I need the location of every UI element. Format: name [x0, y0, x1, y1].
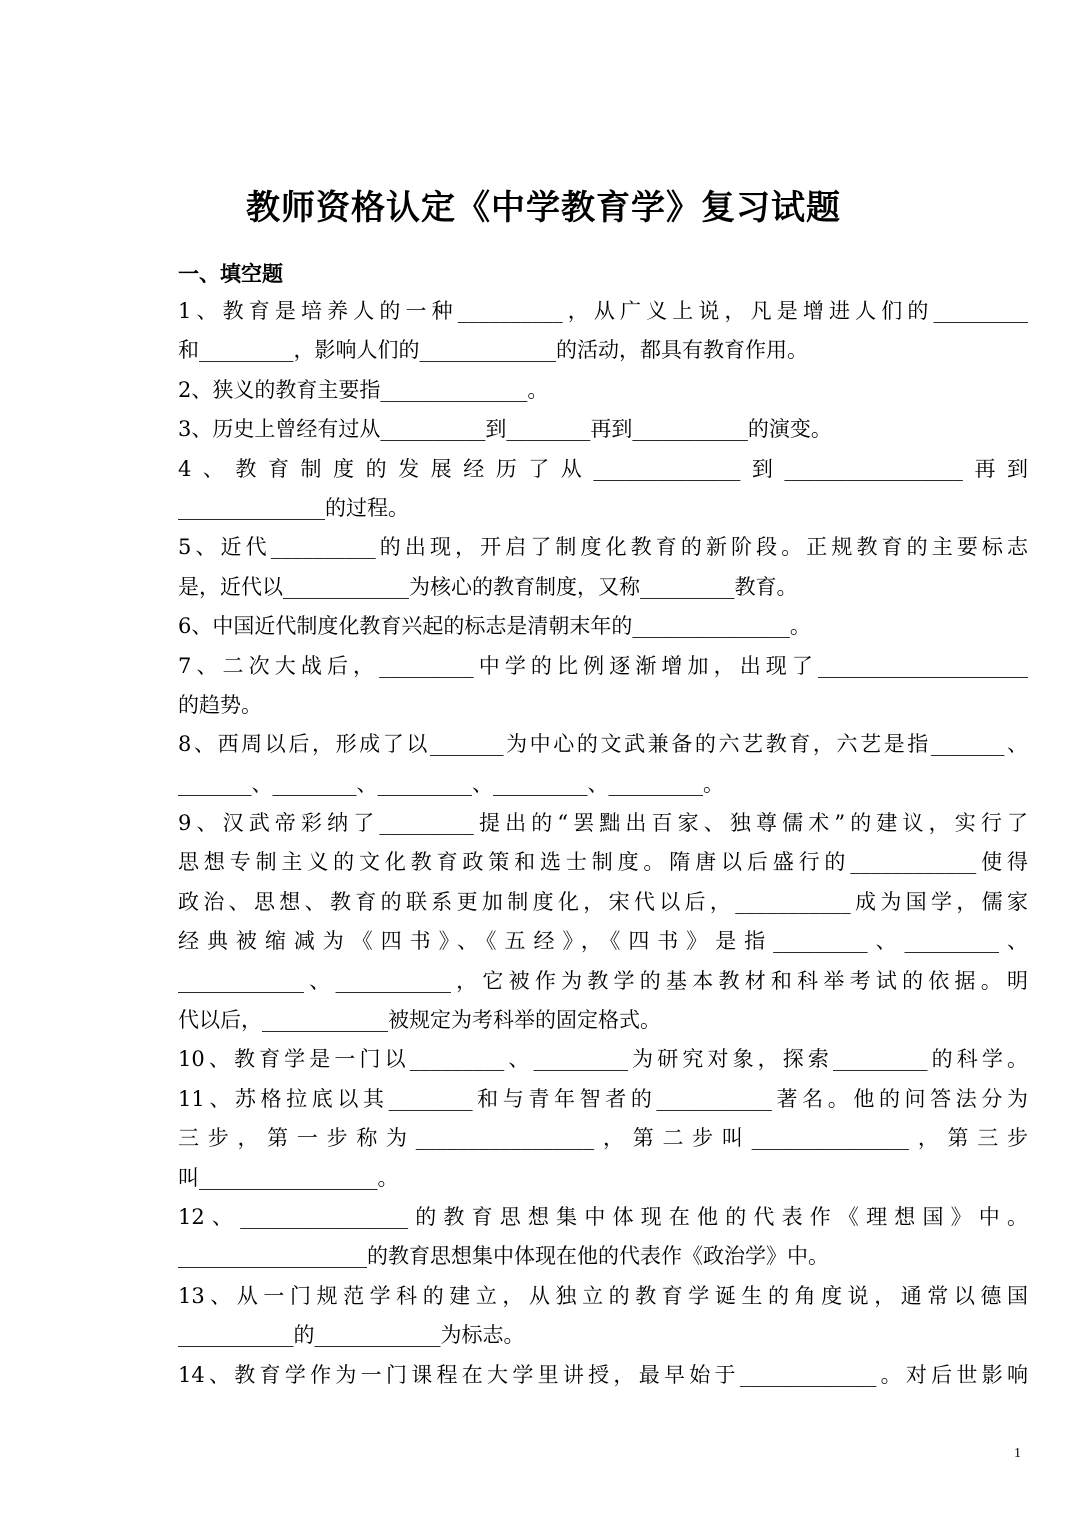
document-title: 教师资格认定《中学教育学》复习试题 — [246, 188, 841, 228]
text-line: 14、教育学作为一门课程在大学里讲授，最早始于_____________。对后世影响 — [178, 1362, 1028, 1387]
text-line: 1、教育是培养人的一种__________，从广义上说，凡是增进人们的_________ — [178, 299, 1028, 323]
text-line: ______________的过程。 — [178, 495, 409, 520]
text-line: 6、中国近代制度化教育兴起的标志是清朝末年的_______________。 — [178, 614, 811, 639]
text-line: 叫_________________。 — [178, 1165, 399, 1190]
text-line: _______、________、_________、_________、_________。 — [178, 771, 724, 796]
text-line: 是，近代以____________为核心的教育制度，又称_________教育。 — [178, 574, 798, 599]
text-line: 8、西周以后，形成了以_______为中心的文武兼备的六艺教育，六艺是指_______、 — [178, 732, 1028, 757]
text-line: 4、教育制度的发展经历了从______________到_________________再到 — [178, 456, 1028, 481]
text-line: 经典被缩减为《四书》、《五经》，《四书》是指_________、_________、 — [178, 929, 1028, 954]
text-line: ____________、___________，它被作为教学的基本教材和科举考试的依据。明 — [178, 968, 1028, 993]
text-line: __________________的教育思想集中体现在他的代表作《政治学》中。 — [178, 1244, 829, 1269]
section-heading: 一、填空题 — [178, 262, 283, 286]
text-line: 思想专制主义的文化教育政策和选士制度。隋唐以后盛行的____________使得 — [178, 850, 1028, 875]
text-line: 和_________，影响人们的_____________的活动，都具有教育作用。 — [178, 338, 808, 363]
page-number: 1 — [1014, 1446, 1021, 1461]
text-line: 5、近代__________的出现，开启了制度化教育的新阶段。正规教育的主要标志 — [178, 535, 1028, 560]
text-line: 政治、思想、教育的联系更加制度化，宋代以后，___________成为国学，儒家 — [178, 889, 1028, 914]
text-line: 7、二次大战后，_________中学的比例逐渐增加，出现了____________________ — [178, 653, 1028, 678]
text-line: 11、苏格拉底以其________和与青年智者的___________著名。他的问答法分为 — [178, 1086, 1028, 1111]
text-line: 三步，第一步称为_________________，第二步叫_______________，第三步 — [178, 1126, 1028, 1151]
text-line: 2、狭义的教育主要指______________。 — [178, 377, 549, 402]
text-line: 代以后，____________被规定为考科举的固定格式。 — [178, 1008, 661, 1033]
question-body — [178, 292, 1028, 1395]
text-line: 3、历史上曾经有过从__________到________再到___________的演变。 — [178, 417, 832, 442]
text-line: 10、教育学是一门以_________、_________为研究对象，探索_________的科学。 — [178, 1047, 1028, 1072]
text-line: 13、从一门规范学科的建立，从独立的教育学诞生的角度说，通常以德国 — [178, 1283, 1028, 1308]
text-line: 9、汉武帝彩纳了_________提出的“罢黜出百家、独尊儒术”的建议，实行了 — [178, 811, 1028, 836]
text-line: 12、________________的教育思想集中体现在他的代表作《理想国》中。 — [178, 1204, 1028, 1229]
text-line: 的趋势。 — [178, 692, 262, 717]
text-line: ___________的____________为标志。 — [178, 1323, 525, 1348]
